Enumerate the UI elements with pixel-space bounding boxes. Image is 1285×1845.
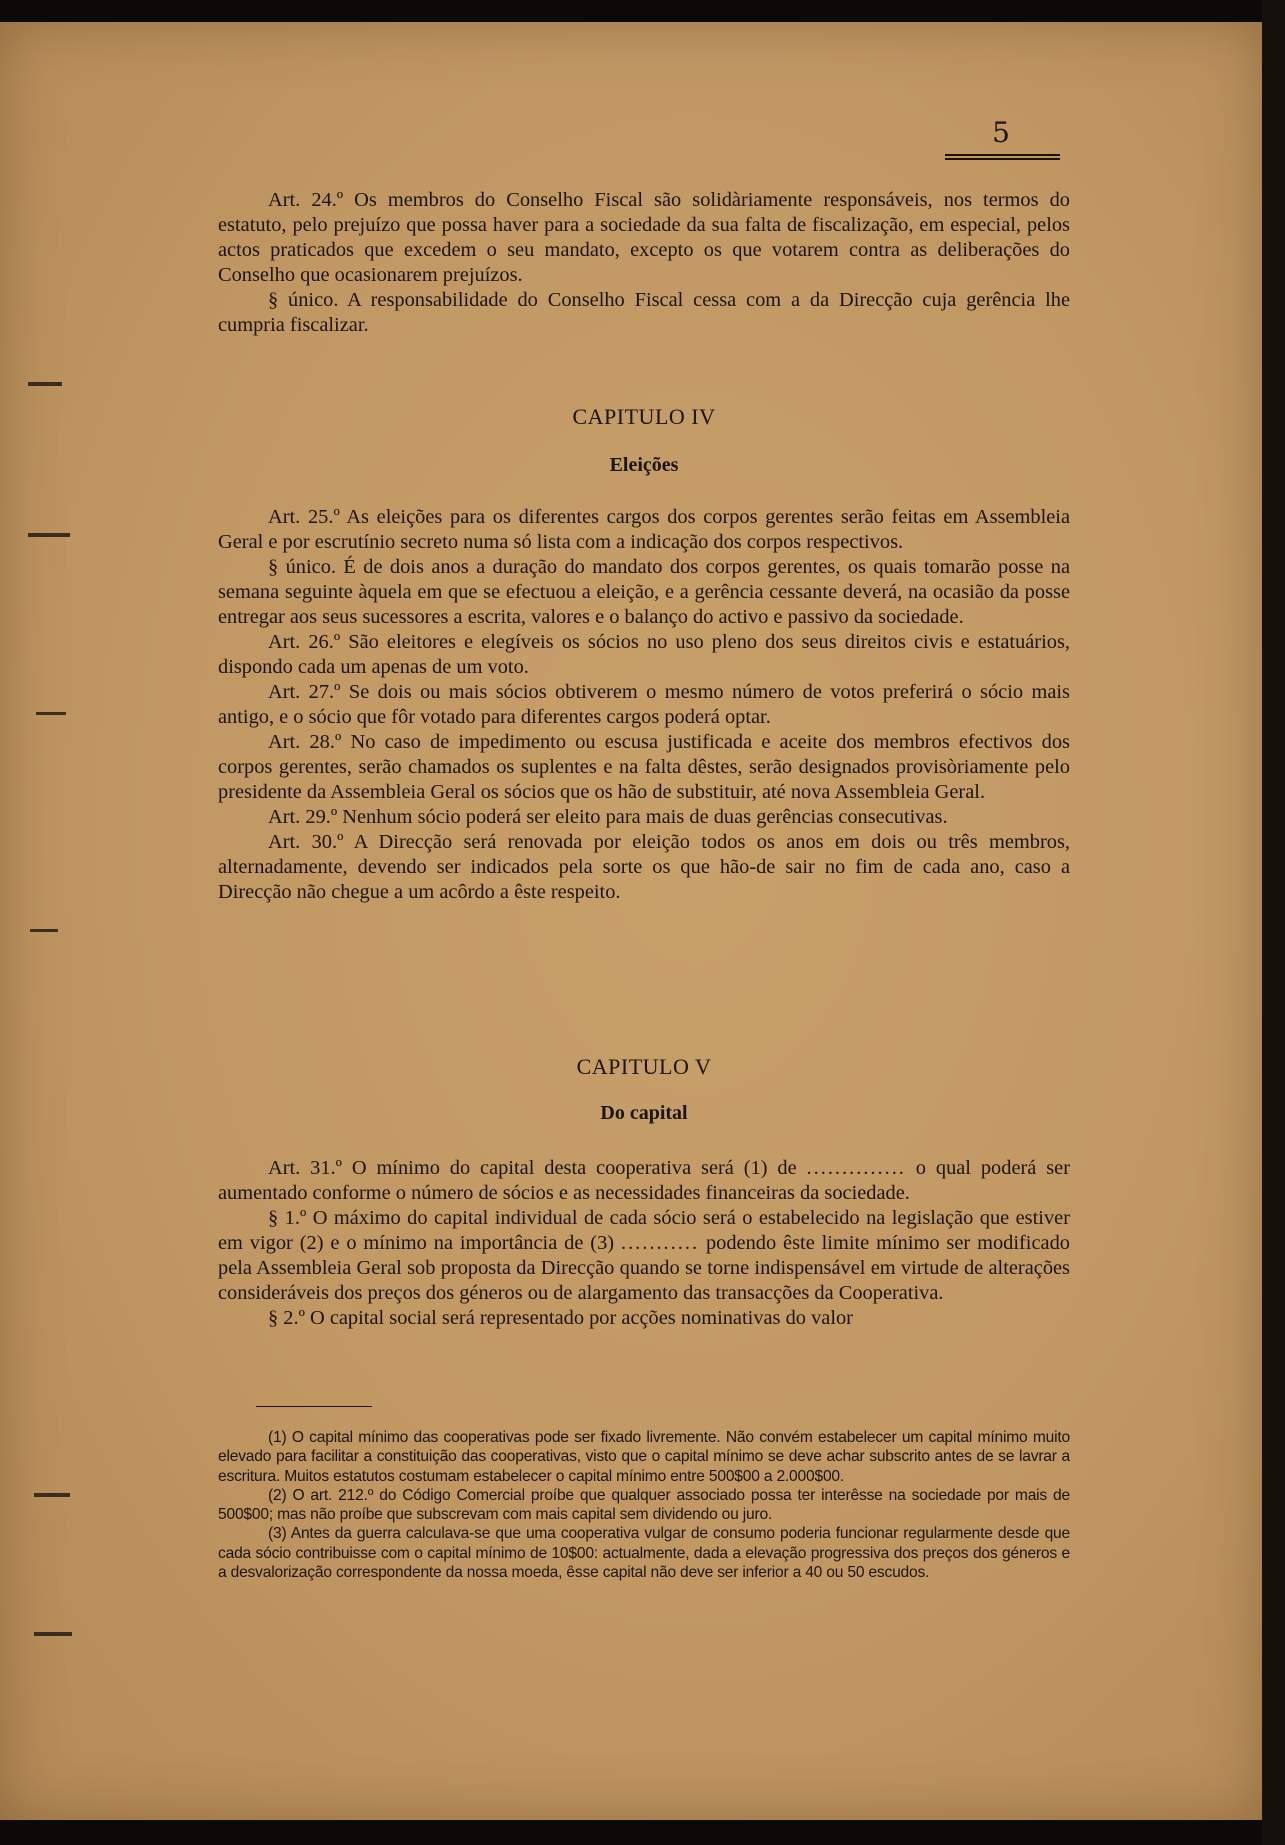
page-number-rule [945,154,1060,160]
article-31-paragraph-1 [218,1206,1070,1306]
paragraph-1-text: § 1.º O máximo do capital individual de cada sócio será o estabelecido na legislação que estiver em vigor (2) e o mínimo na importância de (3) [218,1207,1070,1254]
page-number: 5 [992,116,1010,149]
article-31-continuation: o qual poderá ser aumentado conforme o número de sócios e as necessidades financeiras da sociedade. [218,1157,1070,1204]
article-24: Art. 24.º Os membros do Conselho Fiscal são solidàriamente responsáveis, nos termos do estatuto, pelo prejuízo que possa haver para a sociedade da sua falta de fiscalização, em especial, pelos actos praticados que excedem o seu mandato, excepto os que votarem contra as deliberações do Conselho que ocasionarem prejuízos. [218,189,1070,286]
article-29: Art. 29.º Nenhum sócio poderá ser eleito para mais de duas gerências consecutivas. [268,806,948,828]
fill-in-dots: .............. [806,1157,906,1179]
article-25: Art. 25.º As eleições para os diferentes cargos dos corpos gerentes serão feitas em Assembleia Geral e por escrutínio secreto numa só lista com a indicação dos corpos respectivos. [218,506,1070,553]
article-31 [218,1156,1070,1206]
binding-mark [34,1632,72,1636]
chapter-5-subtitle: Do capital [600,1102,688,1124]
article-30: Art. 30.º A Direcção será renovada por eleição todos os anos em dois ou três membros, alternadamente, devendo ser indicados pela sorte os que hão-de sair no fim de cada ano, caso a Direcção não chegue a um acôrdo a êste respeito. [218,831,1070,903]
fill-in-dots: ........... [620,1232,700,1254]
footnote-rule [256,1406,372,1407]
article-25-paragraph: § único. É de dois anos a duração do mandato dos corpos gerentes, os quais tomarão posse na semana seguinte àquela em que se efectuou a eleição, e a gerência cessante deverá, na ocasião da posse entregar aos seus sucessores a escrita, valores e o balanço do activo e passivo da sociedade. [218,556,1070,628]
footnote-1: (1) O capital mínimo das cooperativas pode ser fixado livremente. Não convém estabelecer um capital mínimo muito elevado para facilitar a constituição das cooperativas, visto que o capital mínimo se deve achar subscrito antes de se lavrar a escritura. Muitos estatutos costumam estabelecer o capital mínimo entre 500$00 a 2.000$00. [218,1429,1070,1485]
article-27: Art. 27.º Se dois ou mais sócios obtiverem o mesmo número de votos preferirá o sócio mais antigo, e o sócio que fôr votado para diferentes cargos poderá optar. [218,681,1070,728]
binding-mark [34,1493,70,1497]
article-31-paragraph-2: § 2.º O capital social será representado por acções nominativas do valor [268,1307,853,1329]
paragraph-1-continuation: podendo êste limite mínimo ser modificado pela Assembleia Geral sob proposta da Direcção quando se torne indispensável em virtude de alterações consideráveis dos preços dos géneros ou de alargamento das transacções da Cooperativa. [218,1232,1070,1304]
footnote-2: (2) O art. 212.º do Código Comercial proíbe que qualquer associado possa ter interêsse na sociedade por mais de 500$00; mas não proíbe que subscrevam com mais capital sem dividendo ou juro. [218,1486,1070,1524]
scan-edge [1262,0,1285,1845]
chapter-5-title: CAPITULO V [576,1054,712,1079]
article-24-paragraph: § único. A responsabilidade do Conselho Fiscal cessa com a da Direcção cuja gerência lhe cumpria fiscalizar. [218,289,1070,336]
chapter-4-title: CAPITULO IV [572,404,716,429]
article-24-block [218,188,1070,338]
article-26: Art. 26.º São eleitores e elegíveis os sócios no uso pleno dos seus direitos civis e estatuários, dispondo cada um apenas de um voto. [218,631,1070,678]
binding-mark [30,929,58,932]
binding-mark [28,533,70,537]
article-28: Art. 28.º No caso de impedimento ou escusa justificada e aceite dos membros efectivos dos corpos gerentes, serão chamados os suplentes e na falta dêstes, serão designados provisòriamente pelo presidente da Assembleia Geral os sócios que os hão de substituir, até nova Assembleia Geral. [218,731,1070,803]
footnotes [218,1428,1070,1582]
footnote-3: (3) Antes da guerra calculava-se que uma cooperativa vulgar de consumo poderia funcionar regularmente desde que cada sócio contribuisse com o capital mínimo de 10$00: actualmente, dada a elevação progressiva dos preços dos géneros e a desvalorização correspondente da nossa moeda, êsse capital não deve ser inferior a 40 ou 50 escudos. [218,1525,1070,1582]
binding-mark [36,712,66,715]
chapter-5-body [218,1156,1070,1331]
chapter-4-body [218,505,1070,905]
article-31-text: Art. 31.º O mínimo do capital desta cooperativa será (1) de [268,1157,797,1179]
chapter-4-subtitle: Eleições [609,454,679,476]
binding-mark [28,382,62,386]
